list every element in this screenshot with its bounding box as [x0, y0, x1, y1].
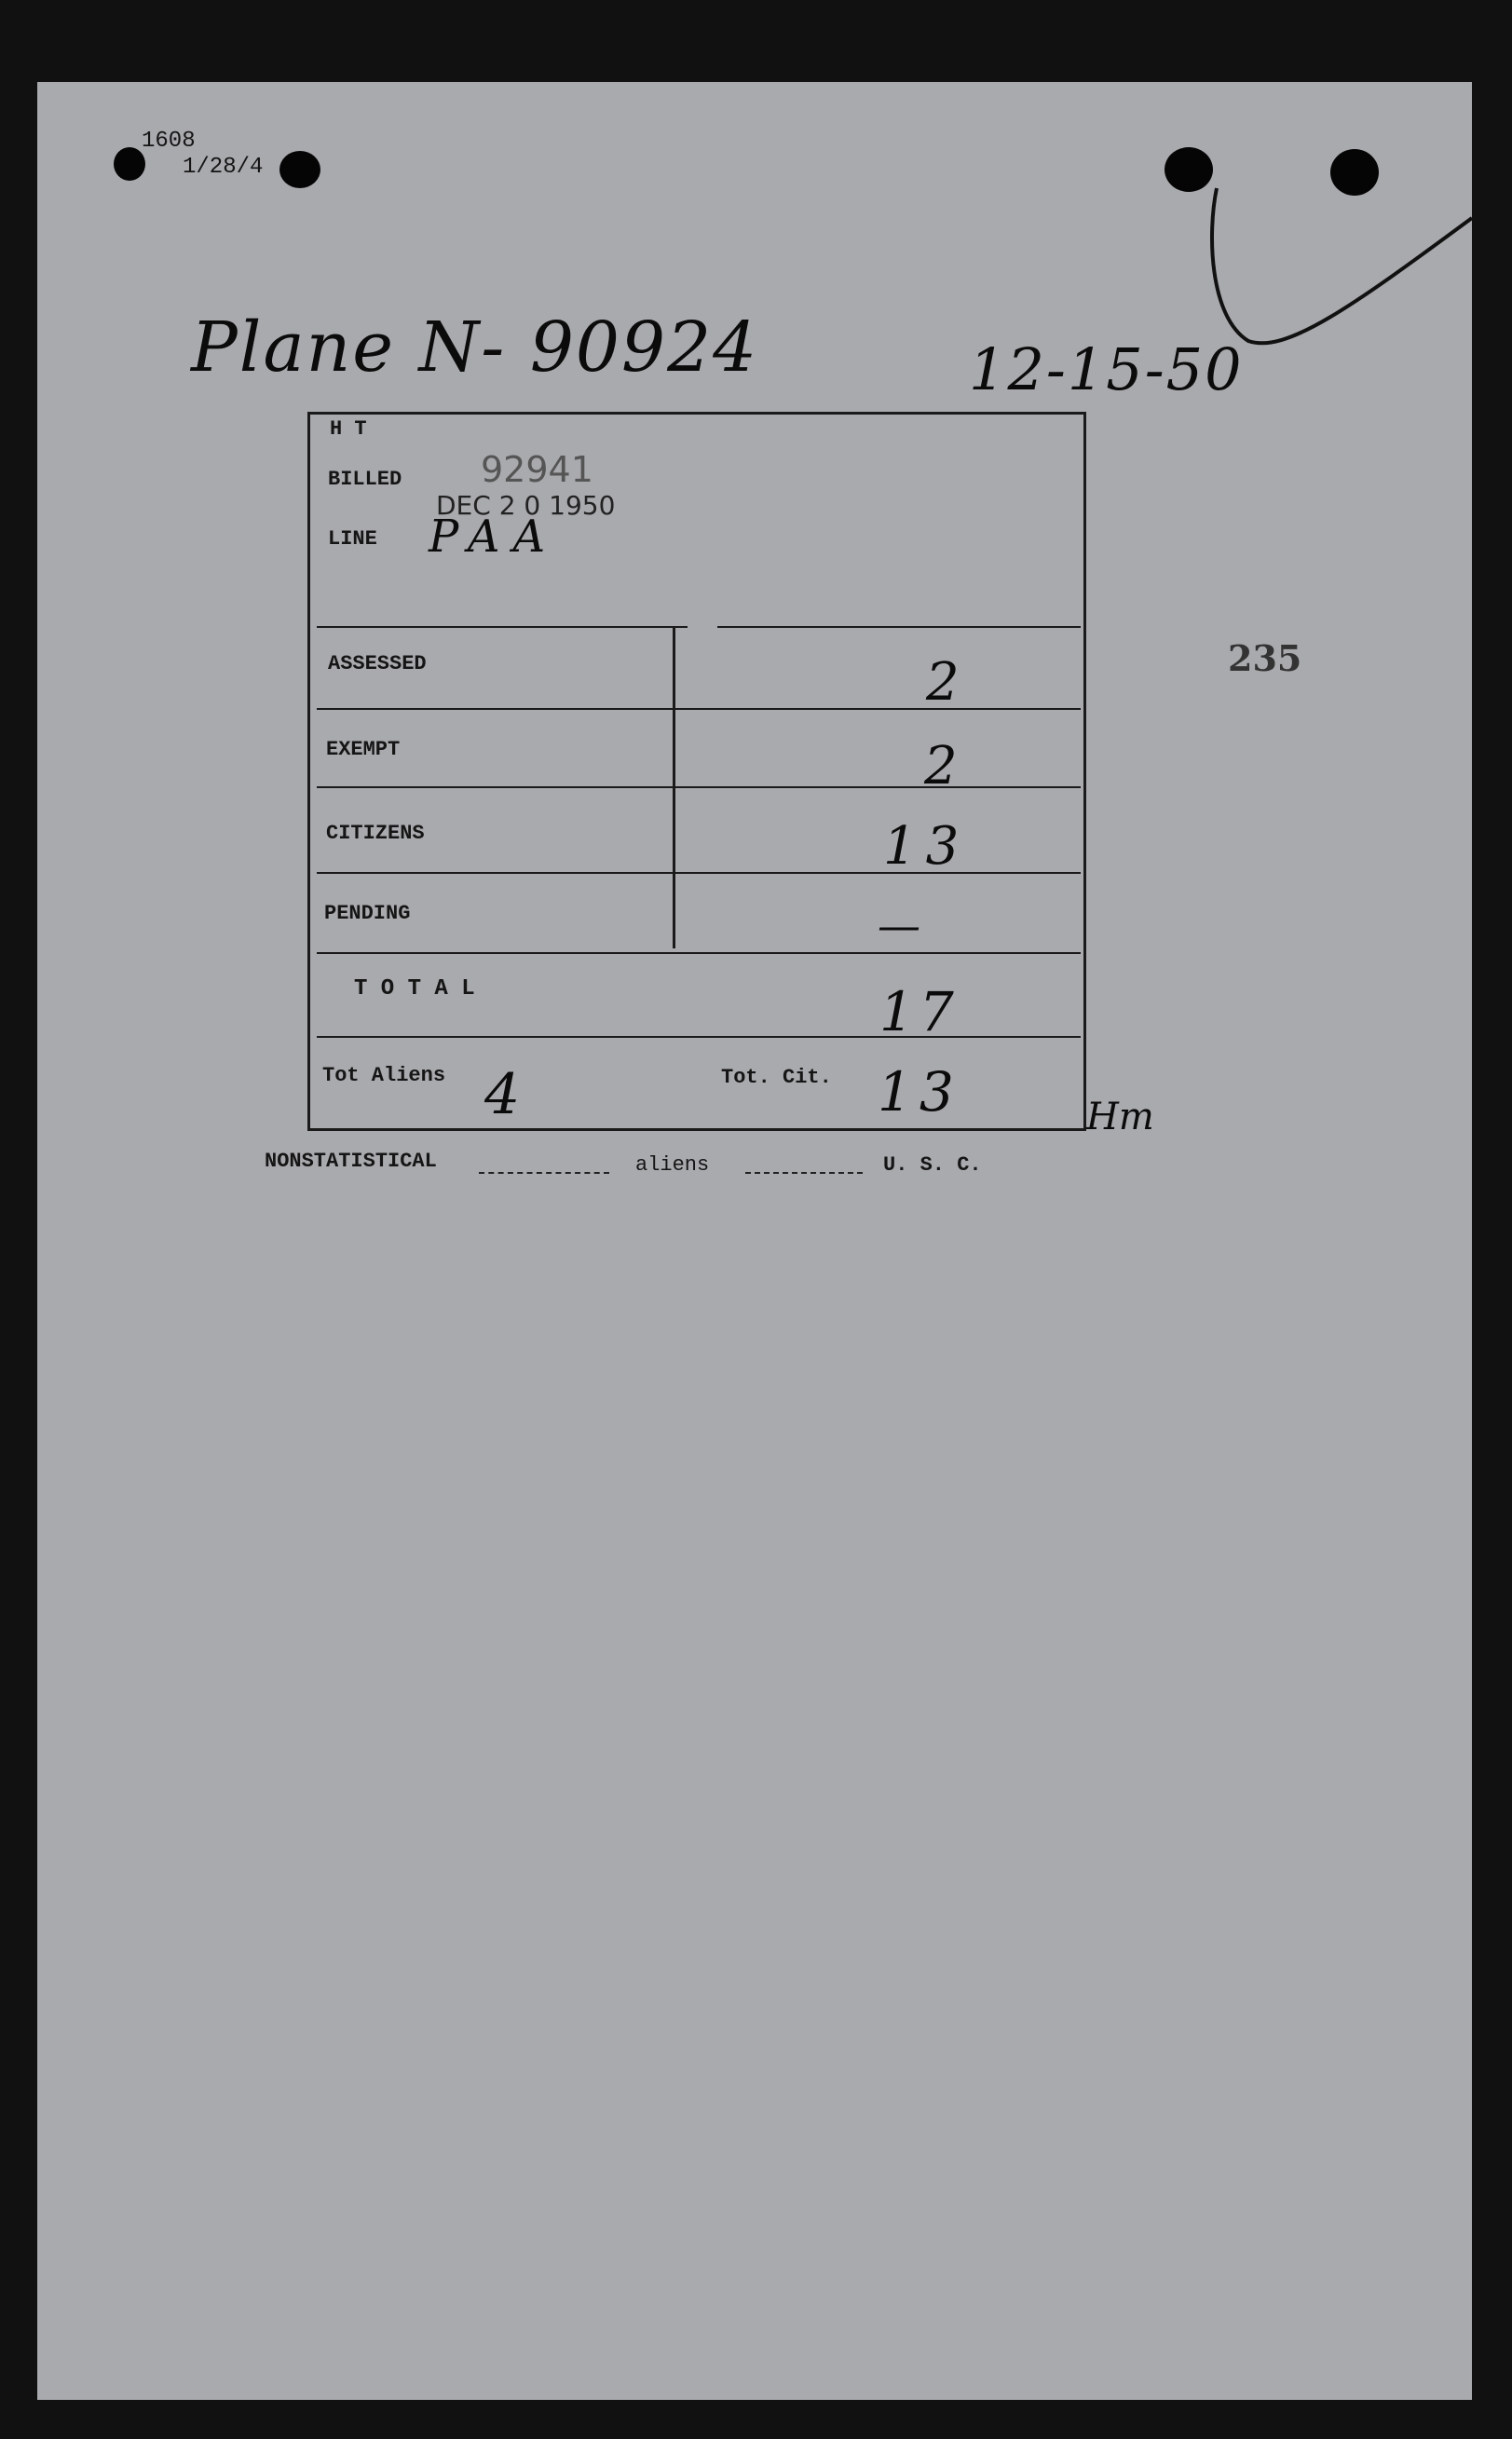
row-divider [317, 1036, 1081, 1038]
tot-aliens-label: Tot Aliens [322, 1064, 446, 1087]
billed-stamp-date: DEC 2 0 1950 [436, 490, 616, 521]
handwritten-date: 12-15-50 [969, 335, 1244, 403]
ink-blot [114, 147, 145, 181]
line-label: LINE [328, 527, 377, 551]
total-label: T O T A L [354, 976, 475, 1001]
tot-aliens-value: 4 [484, 1062, 521, 1127]
row-divider [317, 952, 1081, 954]
form-code: 1608 [142, 129, 196, 154]
page-number: 235 [1228, 637, 1302, 679]
aliens-label: aliens [635, 1153, 710, 1177]
exempt-value: 2 [924, 736, 958, 797]
form-revision: 1/28/4 [183, 155, 264, 180]
row-divider [317, 708, 1081, 710]
line-value: PAA [429, 511, 559, 563]
nonstatistical-label: NONSTATISTICAL [265, 1150, 437, 1173]
row-divider [717, 626, 1081, 628]
pending-label: PENDING [324, 902, 411, 925]
exempt-label: EXEMPT [326, 738, 401, 761]
check-mark-icon [1202, 177, 1481, 354]
tally-table [307, 412, 1086, 1131]
tot-cit-value: 13 [878, 1060, 961, 1124]
citizens-label: CITIZENS [326, 822, 425, 845]
header-code: H T [330, 417, 367, 441]
row-divider [317, 626, 688, 628]
assessed-value: 2 [926, 652, 960, 713]
column-divider [673, 626, 675, 948]
plane-number: Plane N- 90924 [191, 307, 759, 388]
pending-value: — [878, 900, 920, 950]
usc-label: U. S. C. [883, 1153, 982, 1177]
initials: Hm [1086, 1096, 1154, 1138]
total-value: 17 [879, 980, 960, 1043]
tot-cit-label: Tot. Cit. [721, 1066, 832, 1089]
row-divider [317, 786, 1081, 788]
aliens-blank [745, 1172, 863, 1174]
billed-stamp-number: 92941 [481, 449, 593, 490]
billed-label: BILLED [328, 468, 402, 491]
assessed-label: ASSESSED [328, 652, 427, 675]
citizens-value: 13 [883, 816, 969, 877]
ink-blot [279, 151, 320, 188]
nonstatistical-blank [479, 1172, 609, 1174]
